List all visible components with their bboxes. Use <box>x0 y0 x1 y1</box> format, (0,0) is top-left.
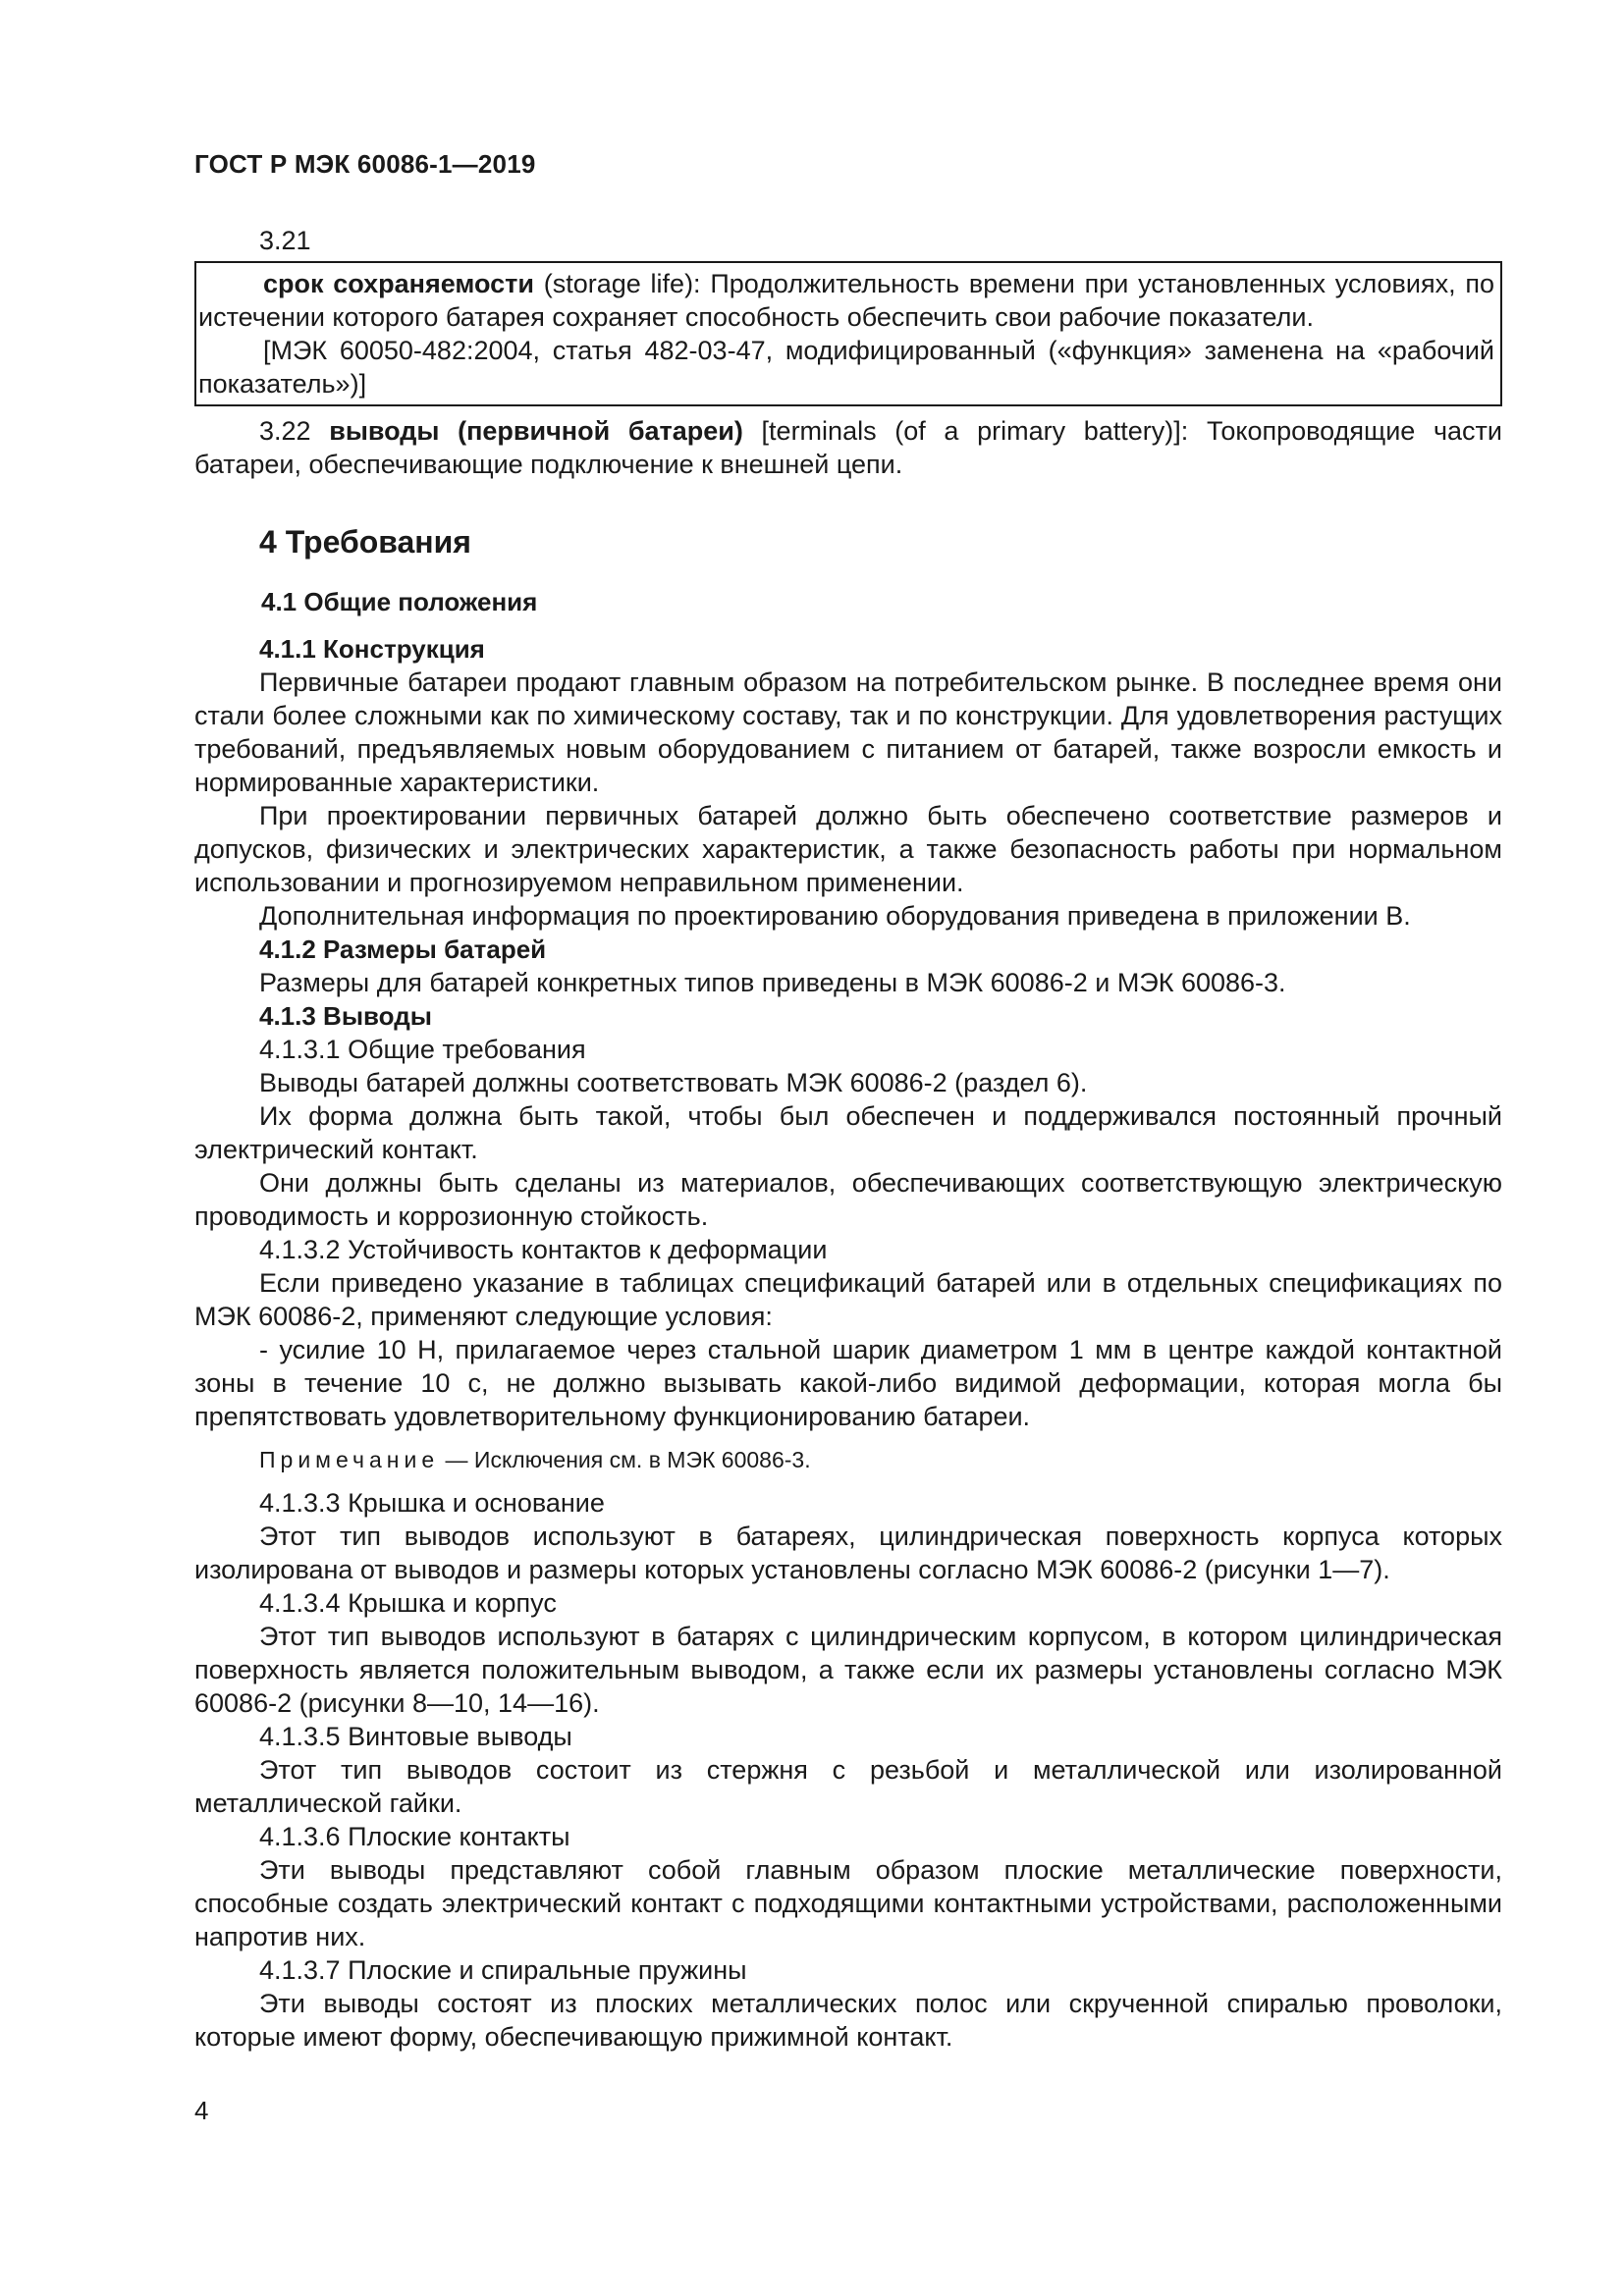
term-definition: [terminals (of a primary battery)]: Токопроводящие части батареи, обеспечивающие подключение к внешней цепи. <box>194 416 1502 479</box>
term-definition: (storage life): Продолжительность времени при установленных условиях, по истечении которого батарея сохраняет способность обеспечить свои рабочие показатели. <box>198 269 1494 332</box>
subclause-title: 4.1.3.5 Винтовые выводы <box>259 1722 572 1751</box>
section-heading: 4 Требования <box>259 524 471 560</box>
note <box>194 1445 1502 1474</box>
subclause-title: 4.1.3.3 Крышка и основание <box>259 1488 605 1518</box>
term-number: 3.21 <box>259 226 311 255</box>
paragraph: Они должны быть сделаны из материалов, обеспечивающих соответствующую электрическую проводимость и коррозионную стойкость. <box>194 1168 1502 1231</box>
paragraph: Эти выводы состоят из плоских металлических полос или скрученной спиралью проволоки, которые имеют форму, обеспечивающую прижимной контакт. <box>194 1989 1502 2052</box>
term-name: выводы (первичной батареи) <box>329 416 743 446</box>
paragraph: Размеры для батарей конкретных типов приведены в МЭК 60086-2 и МЭК 60086-3. <box>259 968 1286 997</box>
subclause-title: 4.1.3.6 Плоские контакты <box>259 1822 570 1851</box>
page-number: 4 <box>194 2096 209 2125</box>
paragraph: Эти выводы представляют собой главным образом плоские металлические поверхности, способные создать электрический контакт с подходящими контактными устройствами, расположенными напротив них. <box>194 1855 1502 1951</box>
clause-heading: 4.1.1 Конструкция <box>259 634 485 664</box>
subsection-heading: 4.1 Общие положения <box>261 587 538 616</box>
subclause-title: 4.1.3.2 Устойчивость контактов к деформации <box>259 1235 828 1264</box>
subclause-title: 4.1.3.1 Общие требования <box>259 1035 586 1064</box>
document-body <box>194 224 1502 2054</box>
clause-heading: 4.1.3 Выводы <box>259 1001 432 1031</box>
document-header: ГОСТ Р МЭК 60086-1—2019 <box>194 149 536 179</box>
paragraph: Дополнительная информация по проектированию оборудования приведена в приложении В. <box>259 901 1411 931</box>
term-name: срок сохраняемости <box>263 269 534 298</box>
paragraph: Этот тип выводов используют в батареях, цилиндрическая поверхность корпуса которых изолирована от выводов и размеры которых установлены согласно МЭК 60086-2 (рисунки 1—7). <box>194 1522 1502 1584</box>
subclause-title: 4.1.3.4 Крышка и корпус <box>259 1588 557 1618</box>
paragraph: Их форма должна быть такой, чтобы был обеспечен и поддерживался постоянный прочный электрический контакт. <box>194 1101 1502 1164</box>
note-text: — Исключения см. в МЭК 60086-3. <box>439 1447 811 1472</box>
paragraph: - усилие 10 Н, прилагаемое через стальной шарик диаметром 1 мм в центре каждой контактной зоны в течение 10 с, не должно вызывать какой-либо видимой деформации, которая могла бы препятствовать удовлетворительному функционированию батареи. <box>194 1335 1502 1431</box>
note-label: Примечание <box>259 1447 440 1472</box>
paragraph: Этот тип выводов используют в батарях с цилиндрическим корпусом, в котором цилиндрическая поверхность является положительным выводом, а также если их размеры установлены согласно МЭК 60086-2 (рисунки 8—10, 14—16). <box>194 1622 1502 1718</box>
paragraph: Первичные батареи продают главным образом на потребительском рынке. В последнее время они стали более сложными как по химическому составу, так и по конструкции. Для удовлетворения растущих требований, предъявляемых новым оборудованием с питанием от батарей, также возросли емкость и нормированные характеристики. <box>194 667 1502 797</box>
clause-heading: 4.1.2 Размеры батарей <box>259 934 547 964</box>
subclause-title: 4.1.3.7 Плоские и спиральные пружины <box>259 1955 747 1985</box>
paragraph: Если приведено указание в таблицах спецификаций батарей или в отдельных спецификациях по МЭК 60086-2, применяют следующие условия: <box>194 1268 1502 1331</box>
term-source: [МЭК 60050-482:2004, статья 482-03-47, модифицированный («функция» заменена на «рабочий показатель»)] <box>198 336 1494 399</box>
paragraph: При проектировании первичных батарей должно быть обеспечено соответствие размеров и допусков, физических и электрических характеристик, а также безопасность работы при нормальном использовании и прогнозируемом неправильном применении. <box>194 801 1502 897</box>
term-3-22: 3.22 выводы (первичной батареи) [terminals (of a primary battery)]: Токопроводящие части батареи, обеспечивающие подключение к внешней цепи. <box>194 416 1502 479</box>
paragraph: Выводы батарей должны соответствовать МЭК 60086-2 (раздел 6). <box>259 1068 1088 1097</box>
term-definition-box <box>194 261 1502 406</box>
paragraph: Этот тип выводов состоит из стержня с резьбой и металлической или изолированной металлической гайки. <box>194 1755 1502 1818</box>
